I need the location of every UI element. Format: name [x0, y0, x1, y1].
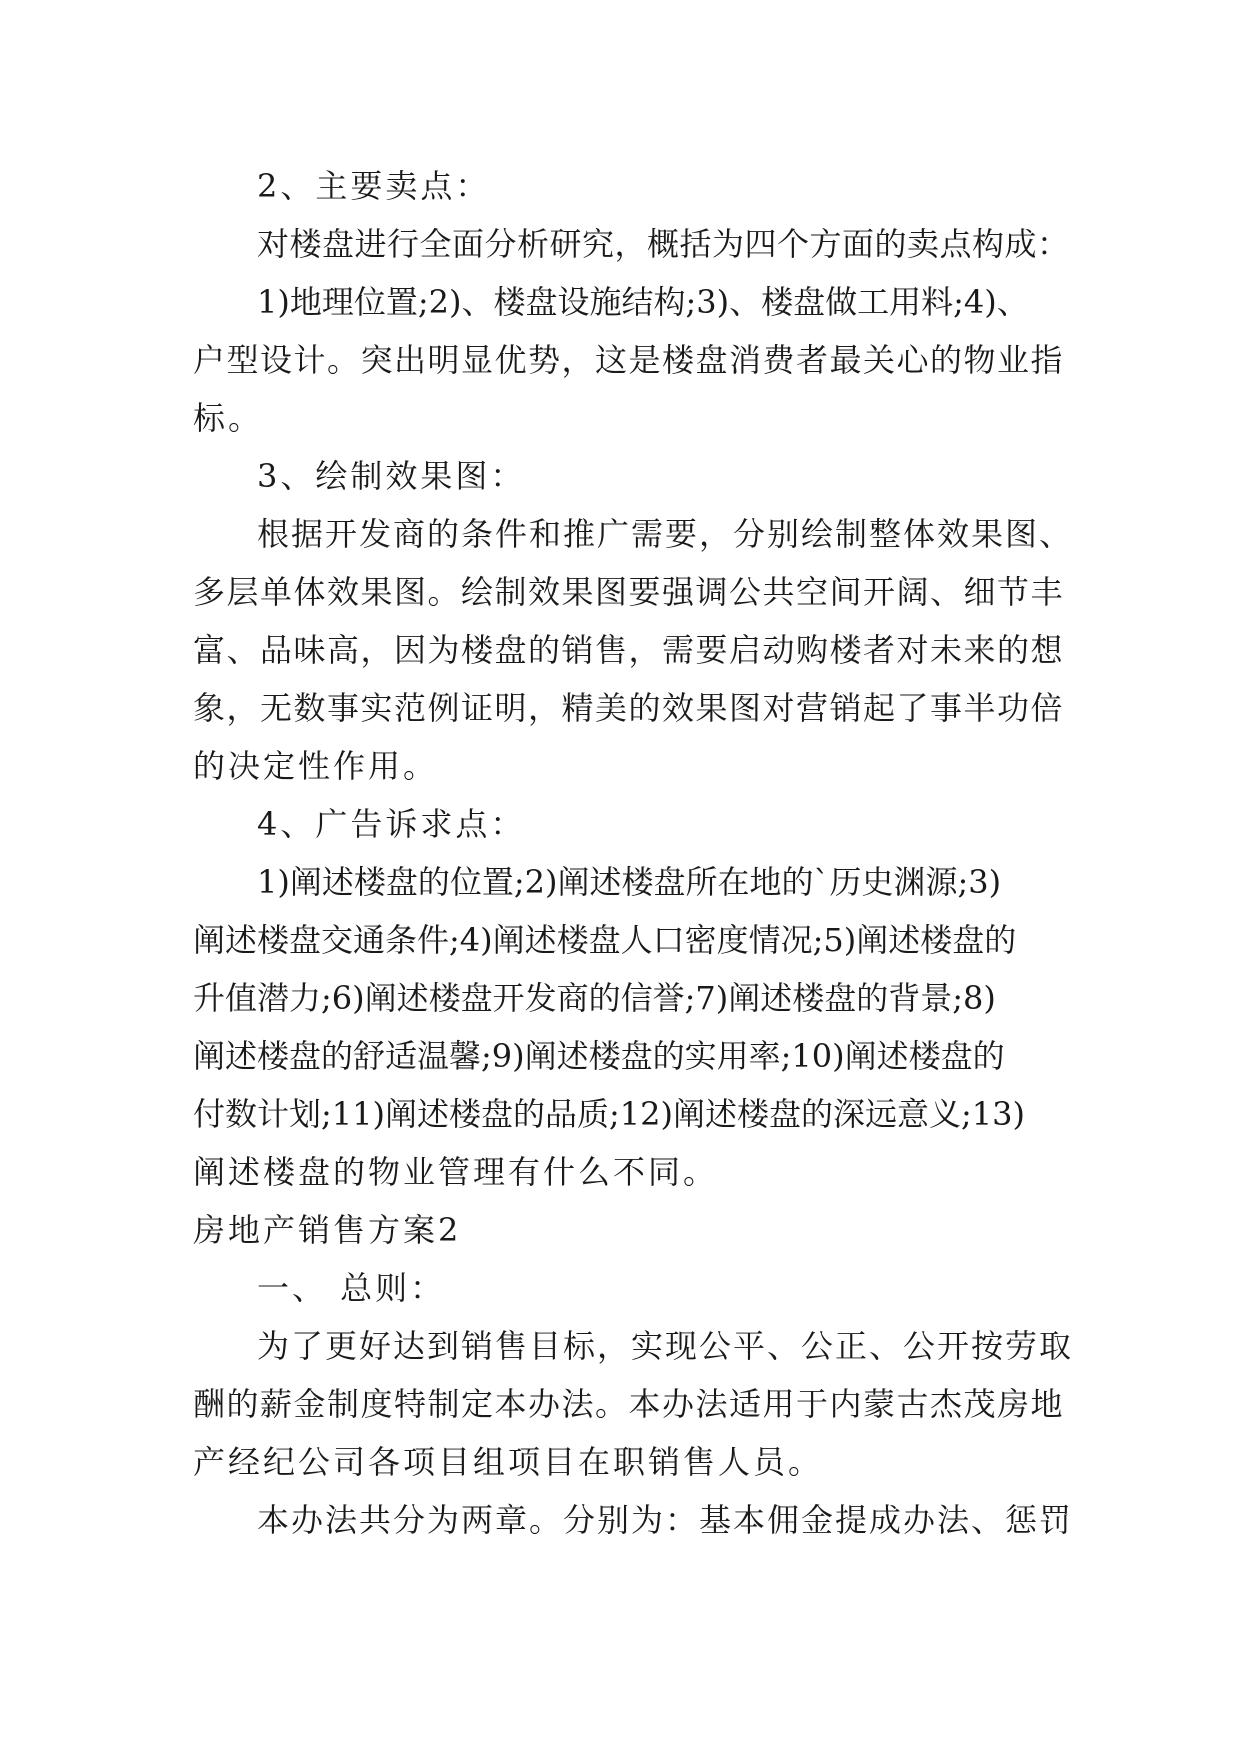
paragraph-line: 升值潜力;6)阐述楼盘开发商的信誉;7)阐述楼盘的背景;8) — [193, 979, 996, 1017]
paragraph-line: 付数计划;11)阐述楼盘的品质;12)阐述楼盘的深远意义;13) — [193, 1095, 1025, 1133]
paragraph-line: 多层单体效果图。绘制效果图要强调公共空间开阔、细节丰 — [193, 573, 1065, 611]
paragraph-line: 标。 — [193, 399, 264, 437]
heading-general-rules: 一、 总则： — [257, 1269, 446, 1307]
paragraph-line: 户型设计。突出明显优势，这是楼盘消费者最关心的物业指 — [193, 341, 1065, 379]
paragraph-line: 阐述楼盘的舒适温馨;9)阐述楼盘的实用率;10)阐述楼盘的 — [193, 1037, 1005, 1075]
paragraph-line: 1)地理位置;2)、楼盘设施结构;3)、楼盘做工用料;4)、 — [257, 283, 1029, 321]
paragraph-line: 酬的薪金制度特制定本办法。本办法适用于内蒙古杰茂房地 — [193, 1385, 1065, 1423]
paragraph-line: 象，无数事实范例证明，精美的效果图对营销起了事半功倍 — [193, 689, 1065, 727]
paragraph-line: 的决定性作用。 — [193, 747, 439, 785]
heading-ad-appeal: 4、广告诉求点： — [257, 805, 526, 843]
paragraph-line: 本办法共分为两章。分别为：基本佣金提成办法、惩罚 — [257, 1501, 1074, 1539]
paragraph-line: 为了更好达到销售目标，实现公平、公正、公开按劳取 — [257, 1327, 1074, 1365]
paragraph-line: 阐述楼盘交通条件;4)阐述楼盘人口密度情况;5)阐述楼盘的 — [193, 921, 1017, 959]
section-title: 房地产销售方案2 — [193, 1211, 462, 1249]
paragraph-line: 阐述楼盘的物业管理有什么不同。 — [193, 1153, 719, 1191]
paragraph-line: 1)阐述楼盘的位置;2)阐述楼盘所在地的`历史渊源;3) — [257, 863, 1002, 901]
paragraph-line: 产经纪公司各项目组项目在职销售人员。 — [193, 1443, 824, 1481]
heading-selling-points: 2、主要卖点： — [257, 167, 491, 205]
heading-renderings: 3、绘制效果图： — [257, 457, 526, 495]
paragraph-line: 对楼盘进行全面分析研究，概括为四个方面的卖点构成： — [257, 225, 1070, 263]
paragraph-line: 富、品味高，因为楼盘的销售，需要启动购楼者对未来的想 — [193, 631, 1065, 669]
paragraph-line: 根据开发商的条件和推广需要，分别绘制整体效果图、 — [257, 515, 1074, 553]
